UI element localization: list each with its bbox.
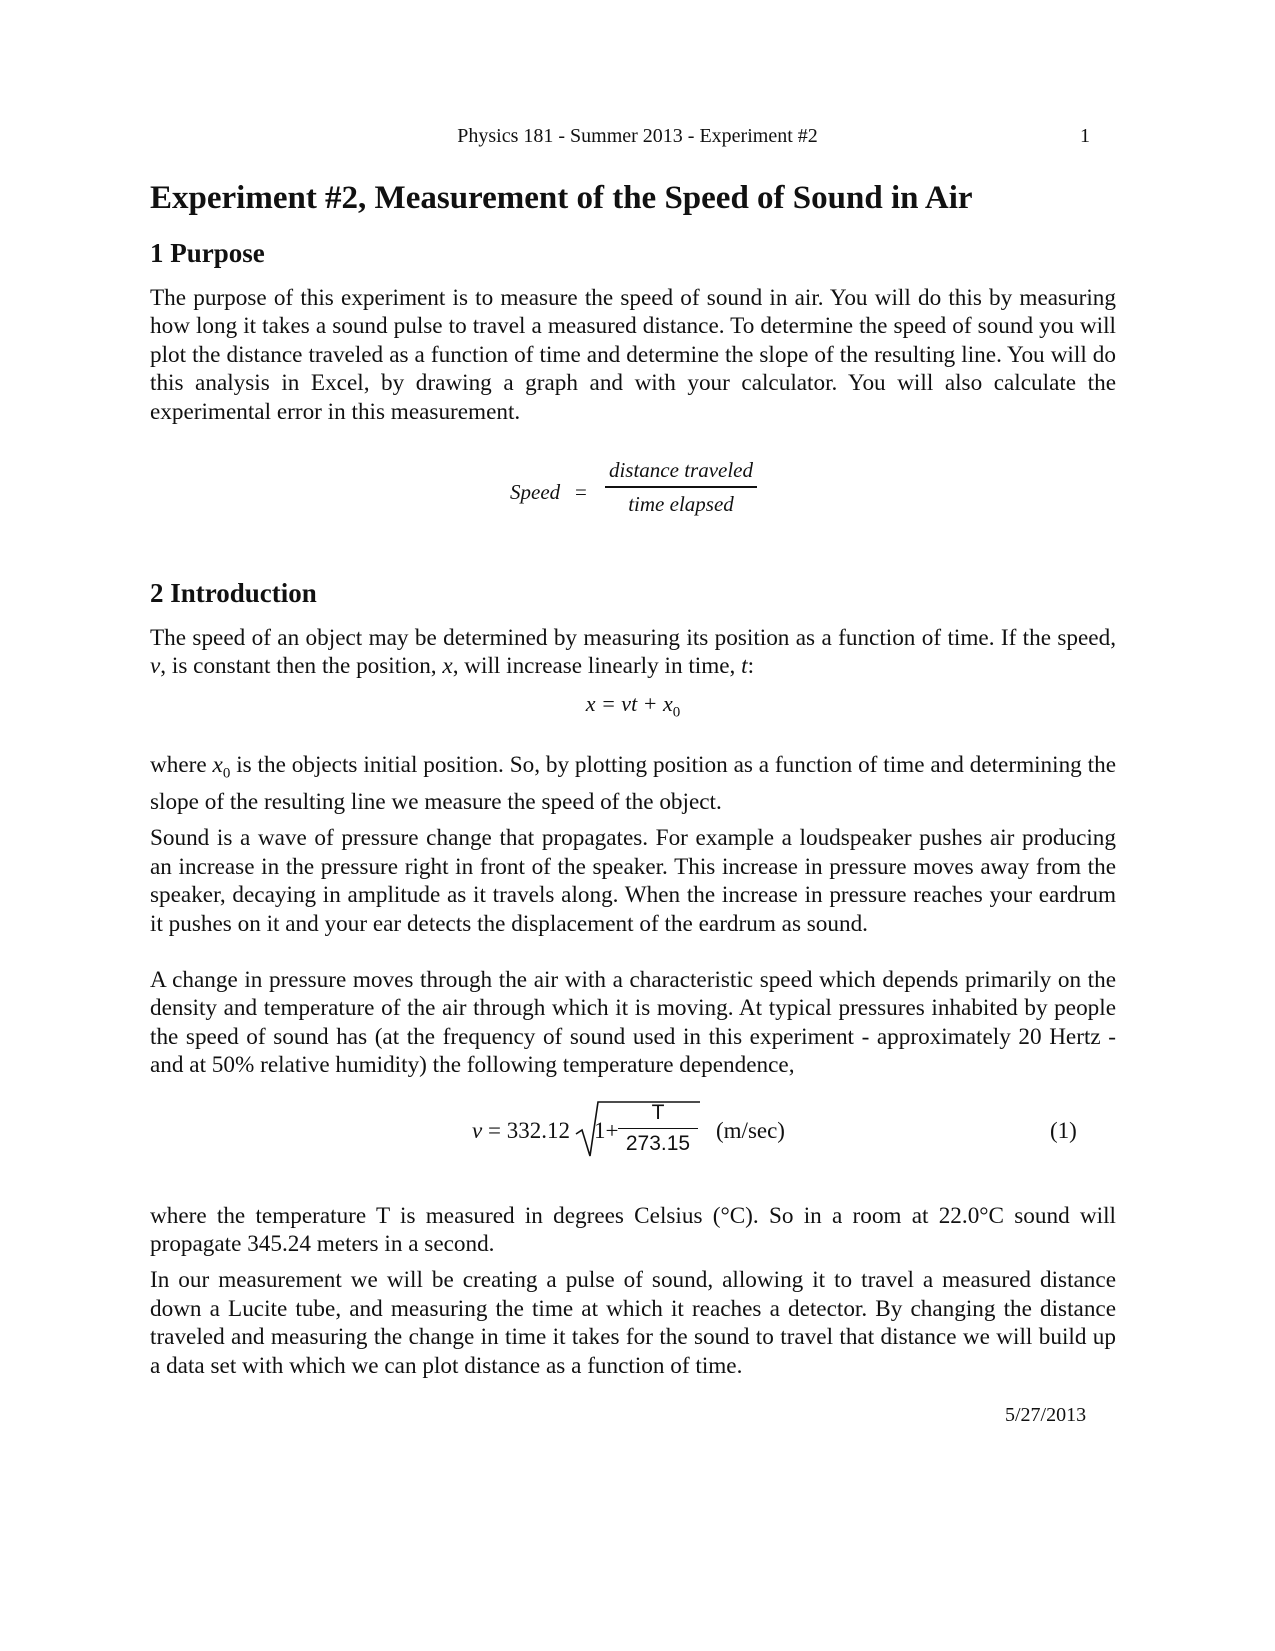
intro-paragraph-2: where $x_0$ is the objects initial position. So, by plotting position as a function of time and determining the slope of the resulting line we measure the speed of the object. [150, 751, 1116, 815]
temperature-denominator: 273.15 [625, 1132, 691, 1156]
temperature-fraction [618, 1100, 698, 1158]
fraction-bar [605, 486, 757, 488]
sound-equation-one: 1+ [594, 1117, 619, 1143]
intro-paragraph-5: where the temperature T is measured in degrees Celsius (°C). So in a room at 22.0°C sound will propagate 345.24 meters in a second. [150, 1202, 1116, 1257]
speed-equation-equals: = [575, 480, 587, 505]
intro-paragraph-6: In our measurement we will be creating a pulse of sound, allowing it to travel a measured distance down a Lucite tube, and measuring the time at which it reaches a detector. By changing the distance traveled and measuring the change in time it takes for the sound to travel that distance we will build up a data set with which we can plot distance as a function of time. [150, 1267, 1116, 1379]
temperature-numerator: T [651, 1100, 665, 1124]
section-heading-purpose: 1 Purpose [150, 238, 265, 268]
document-title: Experiment #2, Measurement of the Speed of Sound in Air [150, 180, 973, 216]
speed-denominator: time elapsed [628, 491, 734, 516]
sound-equation-lhs: v = 332.12 [472, 1117, 570, 1143]
footer-date: 5/27/2013 [1005, 1404, 1087, 1426]
speed-numerator: distance traveled [608, 458, 754, 483]
intro-paragraph-1: The speed of an object may be determined by measuring its position as a function of time. If the speed, v, is constant then the position, x, will increase linearly in time, t: [150, 625, 1116, 680]
speed-fraction [605, 456, 757, 518]
section-heading-introduction: 2 Introduction [150, 578, 317, 609]
fraction-bar [618, 1128, 698, 1130]
speed-equation [150, 456, 1116, 552]
page-number: 1 [1080, 125, 1090, 147]
purpose-paragraph: The purpose of this experiment is to measure the speed of sound in air. You will do this by measuring how long it takes a sound pulse to travel a measured distance. To determine the speed of sound you will plot the distance traveled as a function of time and determine the slope of the resulting line. You will do this analysis in Excel, by drawing a graph and with your calculator. You will also calculate the experimental error in this measurement. [150, 285, 1116, 425]
document-body [150, 178, 1116, 1388]
sound-speed-equation [150, 1098, 1116, 1176]
intro-paragraph-3: Sound is a wave of pressure change that propagates. For example a loudspeaker pushes air producing an increase in the pressure right in front of the speaker. This increase in pressure moves away from the speaker, decaying in amplitude as it travels along. When the increase in pressure reaches your eardrum it pushes on it and your ear detects the displacement of the eardrum as sound. [150, 825, 1116, 937]
equation-number: (1) [1050, 1117, 1077, 1143]
intro-paragraph-4: A change in pressure moves through the air with a characteristic speed which depends primarily on the density and temperature of the air through which it is moving. At typical pressures inhabited by people the speed of sound has (at the frequency of sound used in this experiment - approximately 20 Hertz - and at 50% relative humidity) the following temperature dependence, [150, 966, 1116, 1079]
running-head: Physics 181 - Summer 2013 - Experiment #2 [457, 125, 818, 147]
speed-equation-lhs: Speed [510, 480, 561, 505]
equation-unit: (m/sec) [716, 1117, 785, 1143]
linear-motion-equation: x = vt + $x_0$ [585, 690, 681, 721]
